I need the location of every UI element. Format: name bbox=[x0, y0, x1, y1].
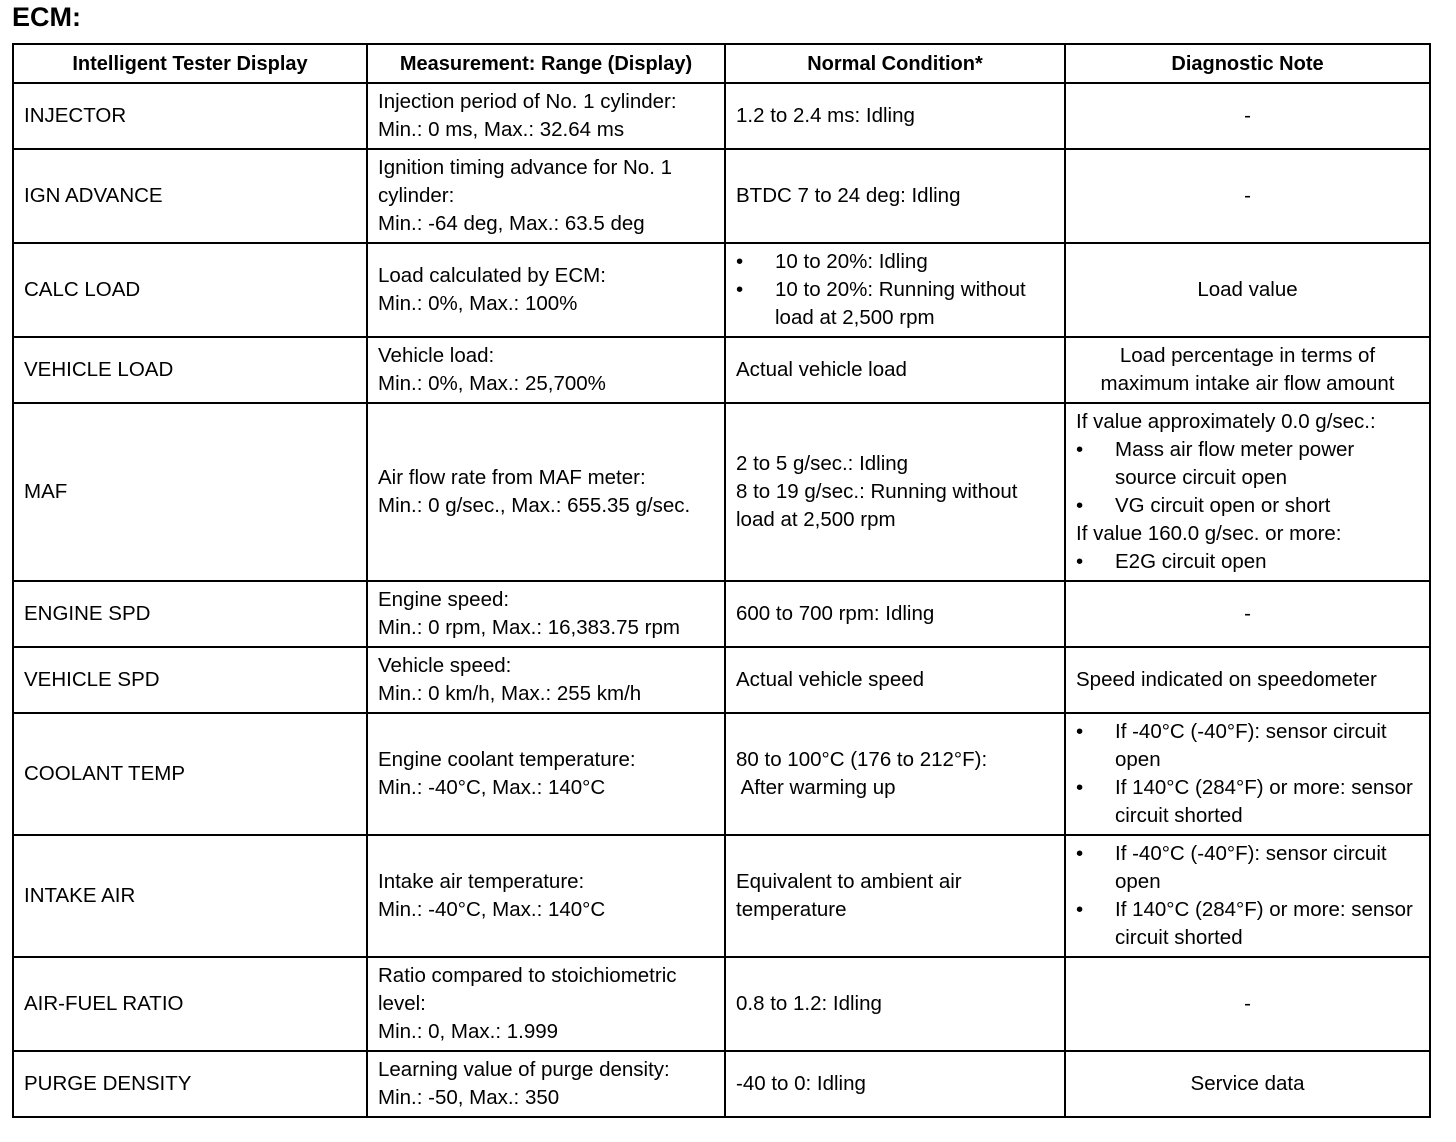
cell-display: INJECTOR bbox=[13, 83, 367, 149]
cell-note: - bbox=[1065, 581, 1430, 647]
cell-normal: 600 to 700 rpm: Idling bbox=[725, 581, 1065, 647]
cell-normal: 1.2 to 2.4 ms: Idling bbox=[725, 83, 1065, 149]
cell-note: Load percentage in terms of maximum intake air flow amount bbox=[1065, 337, 1430, 403]
cell-normal bbox=[725, 243, 1065, 337]
header-range: Measurement: Range (Display) bbox=[367, 44, 725, 83]
bullet-item: • If 140°C (284°F) or more: sensor circuit shorted bbox=[1076, 896, 1419, 952]
cell-range: Injection period of No. 1 cylinder: Min.: 0 ms, Max.: 32.64 ms bbox=[367, 83, 725, 149]
cell-display: MAF bbox=[13, 403, 367, 581]
bullet-item: • Mass air flow meter power source circuit open bbox=[1076, 436, 1419, 492]
header-row bbox=[13, 44, 1430, 83]
bullet-item: • 10 to 20%: Idling bbox=[736, 248, 1054, 276]
bullet-item: • If 140°C (284°F) or more: sensor circuit shorted bbox=[1076, 774, 1419, 830]
cell-normal: -40 to 0: Idling bbox=[725, 1051, 1065, 1117]
bullet-item: • If -40°C (-40°F): sensor circuit open bbox=[1076, 718, 1419, 774]
row-vehicle-spd bbox=[13, 647, 1430, 713]
header-normal: Normal Condition* bbox=[725, 44, 1065, 83]
cell-display: PURGE DENSITY bbox=[13, 1051, 367, 1117]
cell-normal: Actual vehicle load bbox=[725, 337, 1065, 403]
cell-note: - bbox=[1065, 957, 1430, 1051]
cell-range: Vehicle speed: Min.: 0 km/h, Max.: 255 km/h bbox=[367, 647, 725, 713]
cell-display: VEHICLE LOAD bbox=[13, 337, 367, 403]
row-purge-density bbox=[13, 1051, 1430, 1117]
cell-normal: Equivalent to ambient air temperature bbox=[725, 835, 1065, 957]
row-coolant-temp bbox=[13, 713, 1430, 835]
row-ign-advance bbox=[13, 149, 1430, 243]
row-maf bbox=[13, 403, 1430, 581]
cell-display: VEHICLE SPD bbox=[13, 647, 367, 713]
bullet-item: • 10 to 20%: Running without load at 2,500 rpm bbox=[736, 276, 1054, 332]
row-vehicle-load bbox=[13, 337, 1430, 403]
cell-note bbox=[1065, 835, 1430, 957]
cell-display: AIR-FUEL RATIO bbox=[13, 957, 367, 1051]
cell-note: - bbox=[1065, 149, 1430, 243]
cell-display: ENGINE SPD bbox=[13, 581, 367, 647]
row-air-fuel-ratio bbox=[13, 957, 1430, 1051]
header-note: Diagnostic Note bbox=[1065, 44, 1430, 83]
row-intake-air bbox=[13, 835, 1430, 957]
page-title: ECM: bbox=[12, 2, 81, 32]
cell-normal: 0.8 to 1.2: Idling bbox=[725, 957, 1065, 1051]
cell-display: COOLANT TEMP bbox=[13, 713, 367, 835]
cell-range: Engine speed: Min.: 0 rpm, Max.: 16,383.75 rpm bbox=[367, 581, 725, 647]
header-display: Intelligent Tester Display bbox=[13, 44, 367, 83]
row-injector bbox=[13, 83, 1430, 149]
cell-note: If value approximately 0.0 g/sec.: • Mass air flow meter power source circuit open • VG circuit open or short If value 160.0 g/sec. or more: • E2G circuit open bbox=[1065, 403, 1430, 581]
cell-range: Engine coolant temperature: Min.: -40°C, Max.: 140°C bbox=[367, 713, 725, 835]
cell-range: Vehicle load: Min.: 0%, Max.: 25,700% bbox=[367, 337, 725, 403]
cell-display: INTAKE AIR bbox=[13, 835, 367, 957]
cell-normal: 80 to 100°C (176 to 212°F): After warming up bbox=[725, 713, 1065, 835]
cell-display: IGN ADVANCE bbox=[13, 149, 367, 243]
cell-range: Load calculated by ECM: Min.: 0%, Max.: 100% bbox=[367, 243, 725, 337]
cell-display: CALC LOAD bbox=[13, 243, 367, 337]
bullet-item: • VG circuit open or short bbox=[1076, 492, 1419, 520]
cell-range: Ignition timing advance for No. 1 cylinder: Min.: -64 deg, Max.: 63.5 deg bbox=[367, 149, 725, 243]
cell-note: Load value bbox=[1065, 243, 1430, 337]
cell-normal: Actual vehicle speed bbox=[725, 647, 1065, 713]
cell-normal: BTDC 7 to 24 deg: Idling bbox=[725, 149, 1065, 243]
cell-note bbox=[1065, 713, 1430, 835]
cell-note: Speed indicated on speedometer bbox=[1065, 647, 1430, 713]
bullet-item: • E2G circuit open bbox=[1076, 548, 1419, 576]
ecm-data-table bbox=[12, 43, 1431, 1118]
cell-note: Service data bbox=[1065, 1051, 1430, 1117]
row-calc-load bbox=[13, 243, 1430, 337]
cell-range: Ratio compared to stoichiometric level: Min.: 0, Max.: 1.999 bbox=[367, 957, 725, 1051]
row-engine-spd bbox=[13, 581, 1430, 647]
bullet-item: • If -40°C (-40°F): sensor circuit open bbox=[1076, 840, 1419, 896]
cell-note: - bbox=[1065, 83, 1430, 149]
cell-range: Air flow rate from MAF meter: Min.: 0 g/sec., Max.: 655.35 g/sec. bbox=[367, 403, 725, 581]
cell-normal: 2 to 5 g/sec.: Idling 8 to 19 g/sec.: Running without load at 2,500 rpm bbox=[725, 403, 1065, 581]
cell-range: Learning value of purge density: Min.: -50, Max.: 350 bbox=[367, 1051, 725, 1117]
cell-range: Intake air temperature: Min.: -40°C, Max.: 140°C bbox=[367, 835, 725, 957]
